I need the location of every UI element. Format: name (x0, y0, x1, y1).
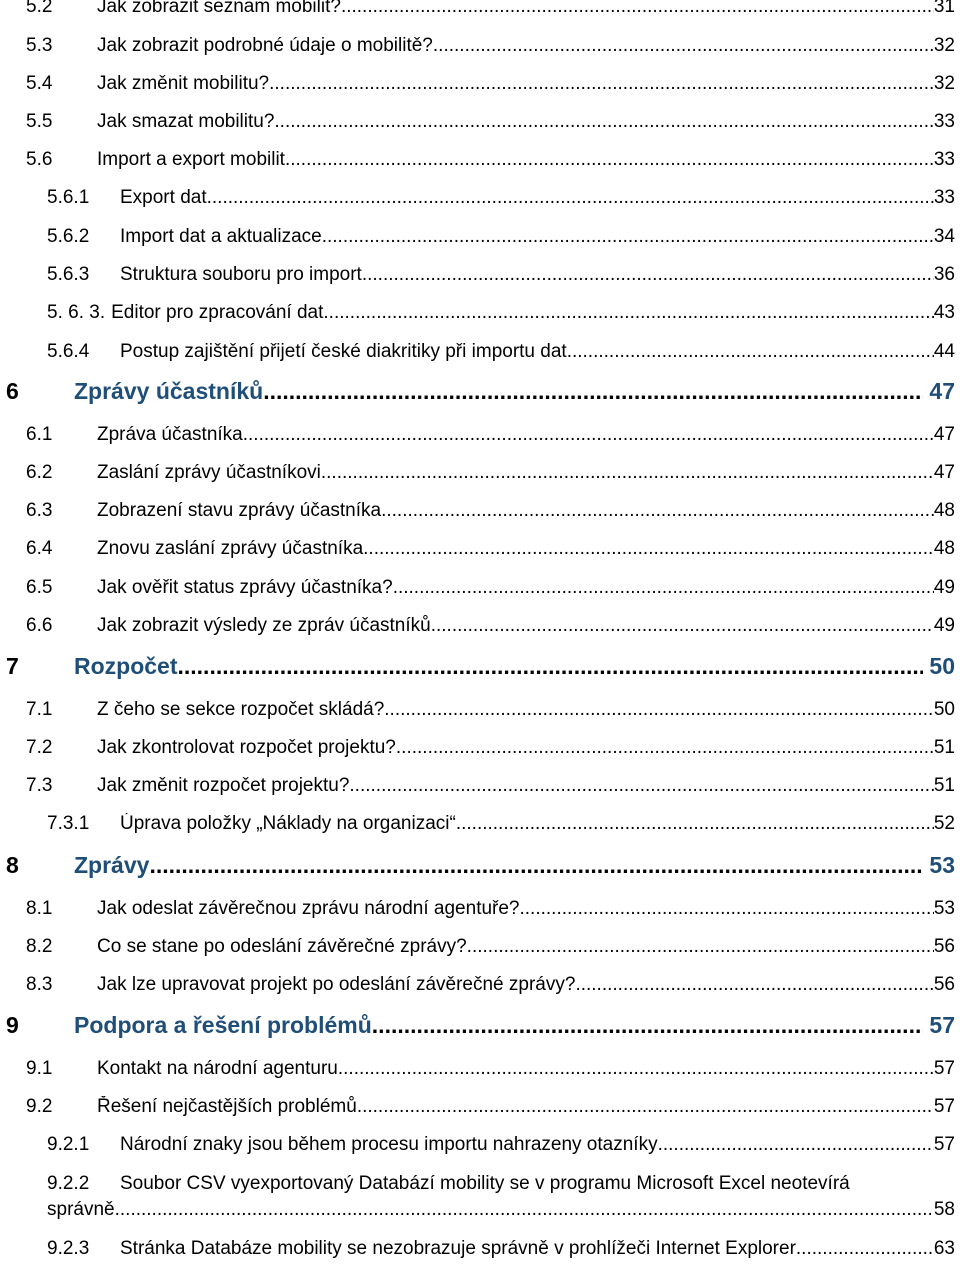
toc-chapter-page: 57 (929, 1012, 955, 1038)
dot-leader (796, 1238, 934, 1260)
toc-entry-number: 6.2 (26, 462, 53, 483)
toc-entry-title: Postup zajištění přijetí české diakritiky při importu dat (120, 341, 567, 362)
toc-entry-number: 5.6.4 (47, 341, 90, 362)
dot-leader (372, 1012, 924, 1039)
toc-entry-title-continued: správně (47, 1199, 115, 1220)
dot-leader (456, 813, 934, 835)
toc-entry-page: 36 (933, 264, 955, 285)
toc-entry-page: 49 (933, 577, 955, 598)
dot-leader (274, 111, 933, 133)
toc-entry-number: 5.6.1 (47, 187, 90, 208)
toc-entry[interactable] (47, 264, 955, 286)
dot-leader (393, 577, 934, 599)
toc-chapter-number: 7 (6, 653, 19, 679)
toc-entry-title: Znovu zaslání zprávy účastníka (97, 538, 364, 559)
toc-entry[interactable] (47, 187, 955, 209)
toc-entry[interactable] (47, 302, 955, 324)
toc-entry[interactable] (47, 341, 955, 363)
dot-leader (396, 737, 934, 759)
toc-entry[interactable] (26, 149, 955, 171)
toc-entry-number: 7.2 (26, 737, 53, 758)
dot-leader (467, 936, 934, 958)
dot-leader (207, 187, 934, 209)
dot-leader (567, 341, 934, 363)
toc-entry-title: Jak ověřit status zprávy účastníka? (97, 577, 393, 598)
toc-entry-title: Jak změnit rozpočet projektu? (97, 775, 350, 796)
toc-entry-page: 31 (933, 0, 955, 17)
toc-entry-number: 5.4 (26, 73, 53, 94)
toc-entry-number: 5.3 (26, 35, 53, 56)
toc-entry-title: Z čeho se sekce rozpočet skládá? (97, 699, 385, 720)
dot-leader (263, 378, 923, 405)
toc-entry-page: 33 (933, 149, 955, 170)
toc-entry[interactable] (26, 577, 955, 599)
dot-leader (149, 852, 923, 879)
toc-entry-number: 5.6 (26, 149, 53, 170)
toc-entry-page: 49 (933, 615, 955, 636)
toc-entry-page: 51 (933, 737, 955, 758)
dot-leader (322, 226, 934, 248)
toc-entry-page: 57 (933, 1096, 955, 1117)
dot-leader (363, 538, 934, 560)
toc-entry-page: 48 (933, 500, 955, 521)
dot-leader (341, 0, 934, 18)
toc-entry-title: Jak zkontrolovat rozpočet projektu? (97, 737, 396, 758)
toc-entry-page: 57 (933, 1058, 955, 1079)
dot-leader (357, 1096, 934, 1118)
toc-entry-title: Jak zobrazit seznam mobilit? (97, 0, 341, 17)
toc-entry-page: 33 (933, 187, 955, 208)
toc-entry-title: Jak lze upravovat projekt po odeslání závěrečné zprávy? (97, 974, 576, 995)
toc-entry-number: 6.4 (26, 538, 53, 559)
dot-leader (362, 264, 934, 286)
toc-chapter-number: 8 (6, 852, 19, 878)
toc-entry-number: 5. 6. 3. (47, 302, 106, 323)
toc-entry-title: Jak zobrazit podrobné údaje o mobilitě? (97, 35, 433, 56)
toc-chapter-page: 50 (929, 653, 955, 679)
toc-entry-page: 57 (933, 1134, 955, 1155)
toc-entry[interactable] (26, 500, 955, 522)
toc-entry-title: Jak zobrazit výsledy ze zpráv účastníků (97, 615, 431, 636)
toc-entry-title: Jak odeslat závěrečnou zprávu národní agentuře? (97, 898, 520, 919)
dot-leader (178, 653, 924, 680)
toc-entry-page: 56 (933, 974, 955, 995)
toc-chapter-page: 53 (929, 852, 955, 878)
toc-entry-title: Jak smazat mobilitu? (97, 111, 275, 132)
toc-entry-title: Soubor CSV vyexportovaný Databází mobility se v programu Microsoft Excel neotevírá (120, 1173, 850, 1194)
toc-entry[interactable] (26, 73, 955, 95)
toc-chapter-title: Zprávy účastníků (74, 378, 264, 404)
toc-entry-page: 47 (933, 424, 955, 445)
toc-entry-page: 32 (933, 35, 955, 56)
toc-entry-page: 51 (933, 775, 955, 796)
toc-entry-title: Zaslání zprávy účastníkovi (97, 462, 321, 483)
dot-leader (115, 1199, 934, 1221)
dot-leader (431, 615, 934, 637)
toc-entry-number: 5.5 (26, 111, 53, 132)
toc-chapter-title: Zprávy (74, 852, 150, 878)
toc-entry-title: Národní znaky jsou během procesu importu nahrazeny otazníky (120, 1134, 658, 1155)
toc-entry-title: Import a export mobilit (97, 149, 285, 170)
toc-entry-title: Editor pro zpracování dat (111, 302, 324, 323)
dot-leader (269, 73, 934, 95)
toc-entry[interactable] (26, 936, 955, 958)
toc-entry[interactable] (26, 974, 955, 996)
dot-leader (433, 35, 934, 57)
toc-entry-line-2[interactable] (47, 1199, 955, 1221)
dot-leader (349, 775, 933, 797)
toc-entry-page: 56 (933, 936, 955, 957)
toc-entry[interactable] (47, 226, 955, 248)
toc-entry-title: Úprava položky „Náklady na organizaci“ (120, 813, 456, 834)
toc-entry-number: 9.2.1 (47, 1134, 90, 1155)
toc-entry[interactable] (26, 111, 955, 133)
toc-entry-page: 48 (933, 538, 955, 559)
dot-leader (338, 1058, 934, 1080)
toc-entry-number: 9.1 (26, 1058, 53, 1079)
toc-entry[interactable] (26, 775, 955, 797)
toc-entry-number: 9.2.3 (47, 1238, 90, 1259)
toc-entry-page: 43 (933, 302, 955, 323)
toc-entry-number: 8.1 (26, 898, 53, 919)
toc-chapter-number: 9 (6, 1012, 19, 1038)
toc-entry-number: 6.1 (26, 424, 53, 445)
toc-chapter-title: Rozpočet (74, 653, 178, 679)
toc-entry-title: Export dat (120, 187, 207, 208)
toc-entry[interactable] (26, 737, 955, 759)
dot-leader (321, 462, 934, 484)
toc-entry-number: 9.2.2 (47, 1173, 90, 1194)
toc-entry-page: 63 (933, 1238, 955, 1259)
toc-entry-title: Struktura souboru pro import (120, 264, 362, 285)
dot-leader (381, 500, 934, 522)
toc-entry-page: 34 (933, 226, 955, 247)
toc-chapter[interactable] (6, 852, 955, 879)
toc-entry-number: 6.6 (26, 615, 53, 636)
dot-leader (323, 302, 933, 324)
toc-entry-number: 7.3 (26, 775, 53, 796)
dot-leader (384, 699, 934, 721)
toc-entry-title: Import dat a aktualizace (120, 226, 322, 247)
toc-entry-page: 52 (933, 813, 955, 834)
toc-entry[interactable] (26, 699, 955, 721)
toc-entry-number: 5.6.3 (47, 264, 90, 285)
toc-entry-page: 33 (933, 111, 955, 132)
toc-entry-line-1[interactable] (47, 1173, 955, 1195)
toc-chapter[interactable] (6, 378, 955, 405)
toc-entry[interactable] (26, 615, 955, 637)
dot-leader (243, 424, 934, 446)
toc-entry-number: 5.2 (26, 0, 53, 17)
toc-entry[interactable] (47, 813, 955, 835)
toc-entry-title: Jak změnit mobilitu? (97, 73, 270, 94)
toc-entry-title: Zpráva účastníka (97, 424, 243, 445)
toc-entry-page: 58 (933, 1199, 955, 1220)
toc-chapter[interactable] (6, 1012, 955, 1039)
toc-entry-number: 9.2 (26, 1096, 53, 1117)
toc-entry[interactable] (47, 1134, 955, 1156)
toc-entry-page: 50 (933, 699, 955, 720)
toc-entry[interactable] (26, 424, 955, 446)
toc-entry[interactable] (26, 462, 955, 484)
toc-chapter-page: 47 (929, 378, 955, 404)
toc-entry-number: 6.5 (26, 577, 53, 598)
toc-entry-page: 44 (933, 341, 955, 362)
toc-entry-title: Co se stane po odeslání závěrečné zprávy? (97, 936, 467, 957)
toc-entry-number: 6.3 (26, 500, 53, 521)
toc-entry[interactable] (26, 0, 955, 18)
toc-entry-title: Řešení nejčastějších problémů (97, 1096, 357, 1117)
toc-entry-page: 53 (933, 898, 955, 919)
toc-entry[interactable] (26, 35, 955, 57)
toc-entry[interactable] (26, 1096, 955, 1118)
dot-leader (658, 1134, 934, 1156)
toc-entry[interactable] (47, 1238, 955, 1260)
toc-entry-number: 5.6.2 (47, 226, 90, 247)
toc-entry-number: 8.3 (26, 974, 53, 995)
toc-chapter[interactable] (6, 653, 955, 680)
toc-entry[interactable] (26, 898, 955, 920)
dot-leader (285, 149, 934, 171)
dot-leader (520, 898, 934, 920)
toc-entry-number: 8.2 (26, 936, 53, 957)
toc-entry-title: Zobrazení stavu zprávy účastníka (97, 500, 382, 521)
toc-chapter-title: Podpora a řešení problémů (74, 1012, 372, 1038)
toc-entry-page: 32 (933, 73, 955, 94)
toc-entry-title: Stránka Databáze mobility se nezobrazuje správně v prohlížeči Internet Explorer (120, 1238, 796, 1259)
toc-entry[interactable] (26, 538, 955, 560)
toc-entry-number: 7.3.1 (47, 813, 90, 834)
toc-entry-number: 7.1 (26, 699, 53, 720)
dot-leader (575, 974, 933, 996)
toc-entry[interactable] (26, 1058, 955, 1080)
toc-entry-title: Kontakt na národní agenturu (97, 1058, 338, 1079)
toc-entry-page: 47 (933, 462, 955, 483)
toc-chapter-number: 6 (6, 378, 19, 404)
